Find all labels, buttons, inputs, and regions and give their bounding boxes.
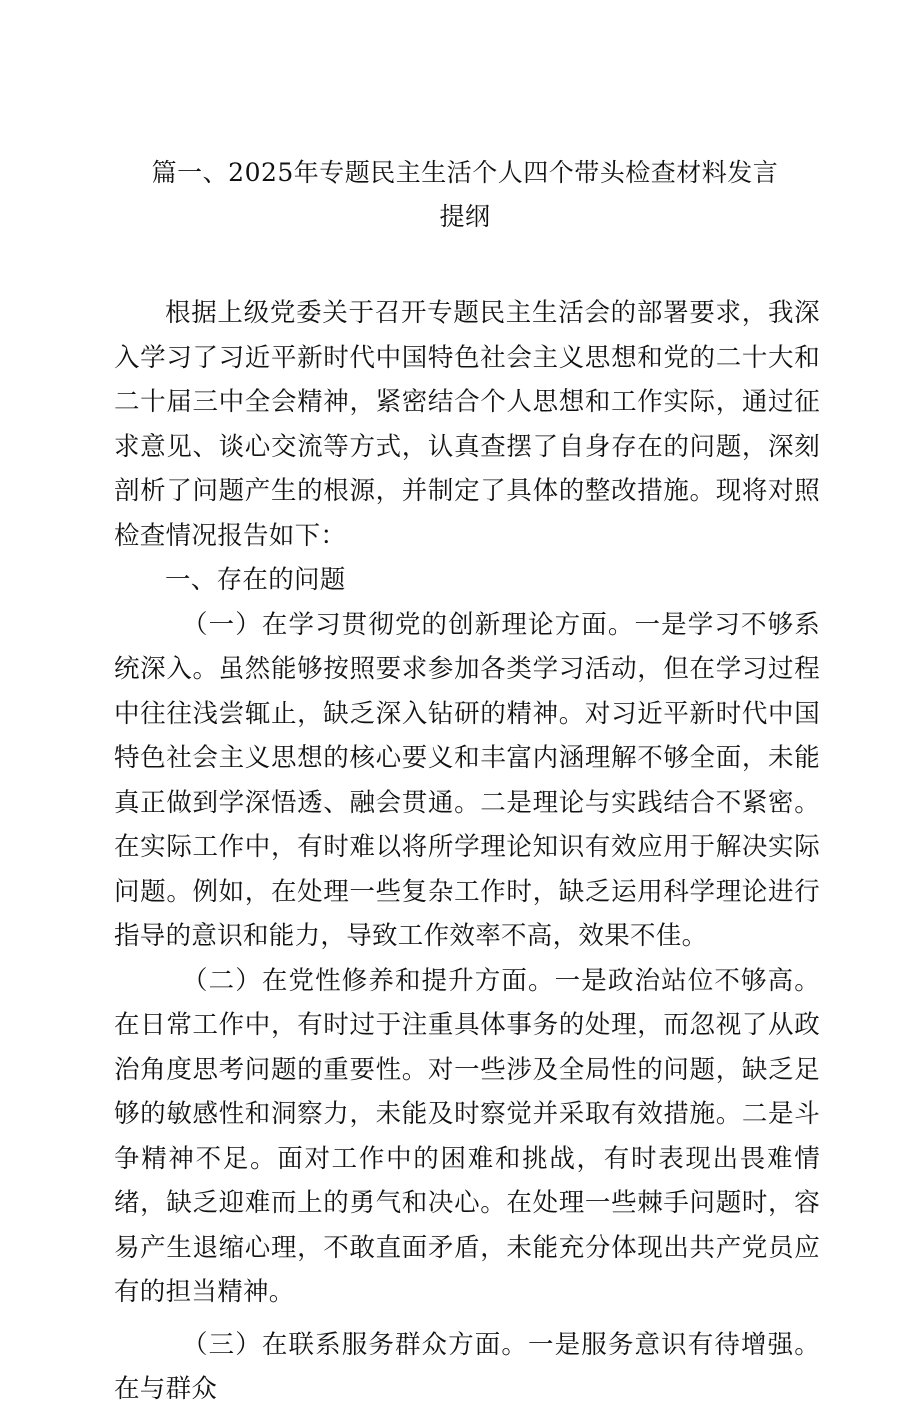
problem-item-3: （三）在联系服务群众方面。一是服务意识有待增强。在与群众 xyxy=(114,1329,820,1404)
problem-item-1: （一）在学习贯彻党的创新理论方面。一是学习不够系统深入。虽然能够按照要求参加各类学习活动，但在学习过程中往往浅尝辄止，缺乏深入钻研的精神。对习近平新时代中国特色社会主义思想的核心要义和丰富内涵理解不够全面，未能真正做到学深悟透、融会贯通。二是理论与实践结合不紧密。在实际工作中，有时难以将所学理论知识有效应用于解决实际问题。例如，在处理一些复杂工作时，缺乏运用科学理论进行指导的意识和能力，导致工作效率不高，效果不佳。 xyxy=(114,609,820,951)
document-body xyxy=(114,291,820,1412)
document-title: 篇一、2025年专题民主生活个人四个带头检查材料发言提纲 xyxy=(151,158,779,231)
intro-paragraph: 根据上级党委关于召开专题民主生活会的部署要求，我深入学习了习近平新时代中国特色社会主义思想和党的二十大和二十届三中全会精神，紧密结合个人思想和工作实际，通过征求意见、谈心交流等方式，认真查摆了自身存在的问题，深刻剖析了问题产生的根源，并制定了具体的整改措施。现将对照检查情况报告如下： xyxy=(114,298,820,551)
section-heading-problems: 一、存在的问题 xyxy=(165,565,346,595)
problem-item-2: （二）在党性修养和提升方面。一是政治站位不够高。在日常工作中，有时过于注重具体事务的处理，而忽视了从政治角度思考问题的重要性。对一些涉及全局性的问题，缺乏足够的敏感性和洞察力，未能及时察觉并采取有效措施。二是斗争精神不足。面对工作中的困难和挑战，有时表现出畏难情绪，缺乏迎难而上的勇气和决心。在处理一些棘手问题时，容易产生退缩心理，不敢直面矛盾，未能充分体现出共产党员应有的担当精神。 xyxy=(114,965,820,1307)
